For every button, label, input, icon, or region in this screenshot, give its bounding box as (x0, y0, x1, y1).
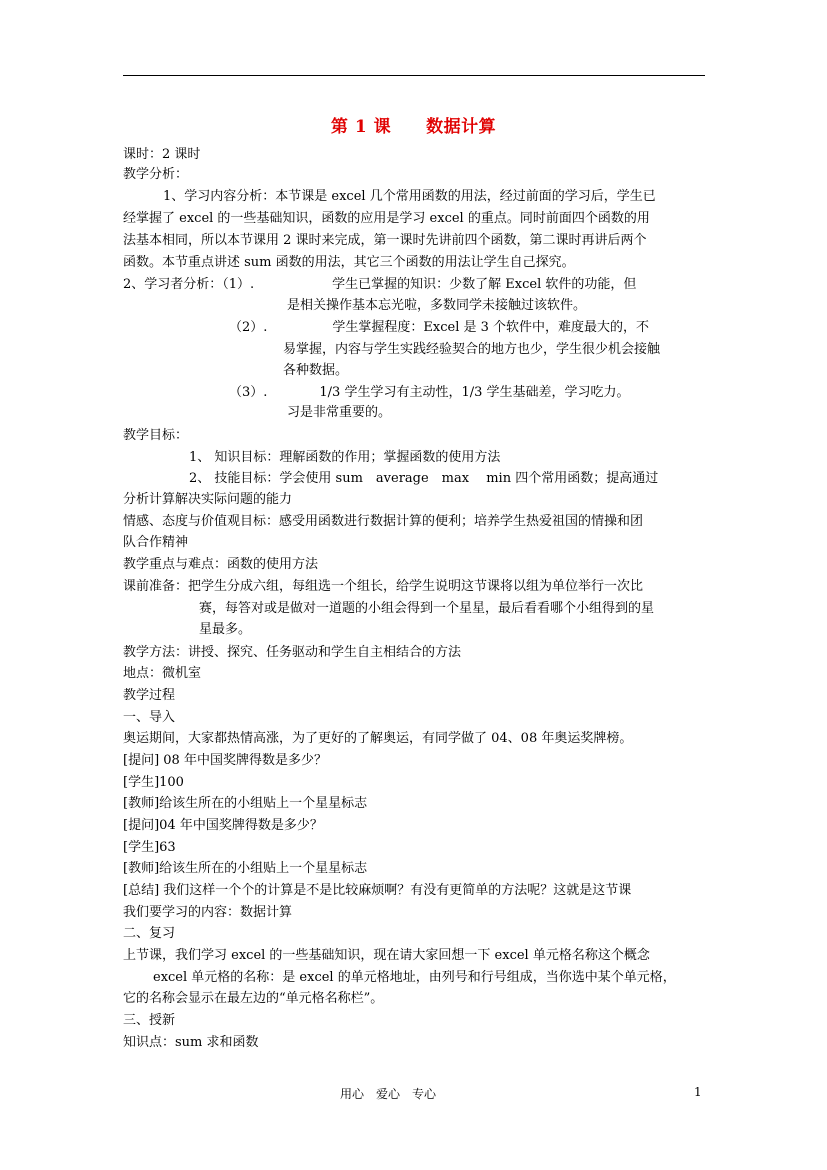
text-line: 教学重点与难点：函数的使用方法 (123, 557, 319, 572)
text-line: 教学方法：讲授、探究、任务驱动和学生自主相结合的方法 (123, 645, 462, 660)
header-rule (123, 75, 705, 76)
text-line: 课前准备：把学生分成六组，每组选一个组长，给学生说明这节课将以组为单位举行一次比 (123, 579, 644, 594)
text-line: 赛，每答对或是做对一道题的小组会得到一个星星，最后看看哪个小组得到的星 (199, 601, 655, 616)
text-line: [教师]给该生所在的小组贴上一个星星标志 (123, 796, 368, 811)
text-line: （3）. 1/3 学生学习有主动性，1/3 学生基础差，学习吃力。 (229, 385, 630, 400)
text-line: 教学过程 (123, 688, 176, 703)
text-line: 奥运期间，大家都热情高涨，为了更好的了解奥运，有同学做了 04、08 年奥运奖牌榜。 (123, 731, 633, 746)
text-line: excel 单元格的名称：是 excel 的单元格地址，由列号和行号组成，当你选中某个单元格， (153, 970, 676, 985)
page-title: 第 1 课 数据计算 (330, 117, 497, 137)
text-line: 情感、态度与价值观目标：感受用函数进行数据计算的便利；培养学生热爱祖国的情操和团 (123, 514, 644, 529)
text-line: [提问]04 年中国奖牌得数是多少？ (123, 818, 323, 833)
text-line: 地点：微机室 (123, 666, 202, 681)
page-footer: 用心 爱心 专心 (340, 1087, 437, 1101)
text-line: 习是非常重要的。 (287, 405, 392, 420)
text-line: [总结] 我们这样一个个的计算是不是比较麻烦啊？有没有更简单的方法呢？这就是这节课 (123, 883, 632, 898)
text-line: 知识点：sum 求和函数 (123, 1035, 259, 1050)
text-line: 星最多。 (199, 622, 252, 637)
text-line: （2）. 学生掌握程度：Excel 是 3 个软件中，难度最大的，不 (229, 320, 650, 335)
text-line: 1、 知识目标：理解函数的作用；掌握函数的使用方法 (189, 450, 501, 465)
text-line: [学生]100 (123, 775, 184, 790)
text-line: [教师]给该生所在的小组贴上一个星星标志 (123, 861, 368, 876)
text-line: 分析计算解决实际问题的能力 (123, 492, 293, 507)
text-line: 上节课，我们学习 excel 的一些基础知识，现在请大家回想一下 excel 单元格名称这个概念 (123, 948, 650, 963)
text-line: 法基本相同，所以本节课用 2 课时来完成，第一课时先讲前四个函数，第二课时再讲后两个 (123, 233, 647, 248)
text-line: 函数。本节重点讲述 sum 函数的用法，其它三个函数的用法让学生自己探究。 (123, 255, 575, 270)
text-line: 二、复习 (123, 926, 176, 941)
text-line: [学生]63 (123, 840, 176, 855)
text-line: 2、 技能目标：学会使用 sum average max min 四个常用函数；提高通过 (189, 471, 659, 486)
text-line: 教学分析： (123, 167, 189, 182)
text-line: 2、学习者分析：（1）. 学生已掌握的知识：少数了解 Excel 软件的功能，但 (123, 277, 637, 292)
text-line: 经掌握了 excel 的一些基础知识，函数的应用是学习 excel 的重点。同时前面四个函数的用 (123, 211, 650, 226)
text-line: 队合作精神 (123, 535, 189, 550)
text-line: 各种数据。 (283, 363, 349, 378)
text-line: 一、导入 (123, 710, 176, 725)
text-line: 我们要学习的内容：数据计算 (123, 905, 293, 920)
text-line: 三、授新 (123, 1013, 176, 1028)
text-line: [提问] 08 年中国奖牌得数是多少？ (123, 753, 327, 768)
text-line: 是相关操作基本忘光啦，多数同学未接触过该软件。 (287, 298, 587, 313)
page-number: 1 (694, 1085, 702, 1099)
text-line: 易掌握，内容与学生实践经验契合的地方也少，学生很少机会接触 (283, 342, 661, 357)
text-line: 教学目标： (123, 428, 189, 443)
text-line: 课时：2 课时 (123, 147, 201, 162)
text-line: 1、学习内容分析：本节课是 excel 几个常用函数的用法，经过前面的学习后，学生已 (163, 189, 656, 204)
text-line: 它的名称会显示在最左边的“单元格名称栏”。 (123, 991, 384, 1006)
